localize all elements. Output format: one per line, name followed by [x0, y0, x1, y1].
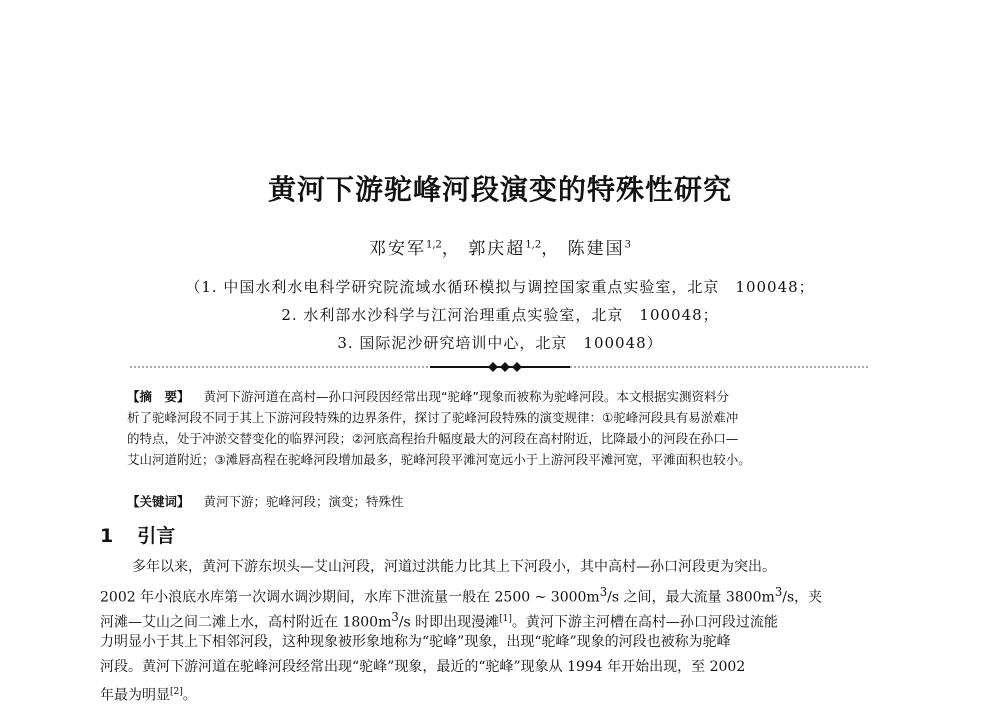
affiliation-line: 3. 国际泥沙研究培训中心，北京 100048） [337, 334, 663, 352]
section-title: 引言 [137, 525, 176, 547]
body-text: 年最为明显 [100, 687, 170, 704]
body-text: 力明显小于其上下相邻河段，这种现象被形象地称为“驼峰”现象，出现“驼峰”现象的河段也被称为驼峰 [100, 634, 731, 650]
abstract-line: 的特点，处于冲淤交替变化的临界河段；②河底高程抬升幅度最大的河段在高村附近，比降最小的河段在孙口— [127, 431, 739, 446]
superscript: 3 [391, 610, 399, 624]
affiliation-line: （1. 中国水利水电科学研究院流域水循环模拟与调控国家重点实验室，北京 100048； [185, 278, 815, 296]
ornamental-divider [130, 359, 870, 375]
author-name: 陈建国 [567, 239, 625, 259]
abstract-text: 黄河下游河道在高村—孙口河段因经常出现“驼峰”现象而被称为驼峰河段。本文根据实测资料分 [203, 389, 729, 404]
author-affiliation-mark: 1,2 [525, 239, 542, 251]
body-text: 。 [182, 687, 197, 704]
body-text: 2002 年小浪底水库第一次调水调沙期间，水库下泄流量一般在 2500 ~ 3000m [100, 589, 600, 606]
keywords-text: 黄河下游；驼峰河段；演变；特殊性 [203, 494, 404, 509]
body-line [100, 681, 915, 707]
abstract-label: 【摘 要】 [127, 389, 190, 404]
author-affiliation-mark: 3 [624, 239, 631, 251]
superscript: 3 [599, 585, 608, 599]
section-number: 1 [100, 525, 114, 547]
section-heading [100, 521, 175, 548]
body-text: /s 之间，最大流量 3800m [607, 589, 775, 606]
author-list [0, 234, 1000, 259]
body-line [100, 606, 915, 634]
abstract-line: 艾山河道附近；③滩唇高程在驼峰河段增加最多，驼峰河段平滩河宽远小于上游河段平滩河宽，平滩面积也较小。 [127, 452, 751, 467]
body-text: 河段。黄河下游河道在驼峰河段经常出现“驼峰”现象，最近的“驼峰”现象从 1994 年开始出现，至 2002 [100, 659, 746, 675]
abstract-line: 析了驼峰河段不同于其上下游河段特殊的边界条件，探讨了驼峰河段特殊的演变规律：①驼峰河段具有易淤难冲 [127, 410, 739, 425]
body-line [100, 631, 915, 653]
author-separator: ， [541, 239, 561, 259]
citation-ref: [1] [499, 614, 512, 624]
affiliation-line: 2. 水利部水沙科学与江河治理重点实验室，北京 100048； [281, 306, 719, 324]
author-name: 郭庆超 [468, 239, 526, 259]
body-text: 河滩—艾山之间二滩上水，高村附近在 1800m [100, 614, 392, 631]
author-separator: ， [441, 239, 461, 259]
body-line [100, 656, 915, 678]
abstract-line [127, 386, 887, 407]
author-name: 邓安军 [369, 239, 426, 259]
superscript: 3 [774, 585, 783, 599]
keywords-line [127, 491, 887, 512]
body-text: /s，夹 [782, 589, 823, 606]
author-affiliation-mark: 1,2 [426, 239, 442, 251]
body-line [132, 556, 915, 578]
body-line [100, 581, 915, 609]
paper-title: 黄河下游驼峰河段演变的特殊性研究 [267, 173, 732, 206]
body-text: 多年以来，黄河下游东坝头—艾山河段，河道过洪能力比其上下河段小，其中高村—孙口河段更为突出。 [132, 559, 776, 575]
body-text: /s 时即出现漫滩 [398, 614, 500, 631]
keywords-label: 【关键词】 [127, 494, 190, 509]
body-text: 。黄河下游主河槽在高村—孙口河段过流能 [511, 614, 778, 631]
citation-ref: [2] [170, 687, 183, 697]
